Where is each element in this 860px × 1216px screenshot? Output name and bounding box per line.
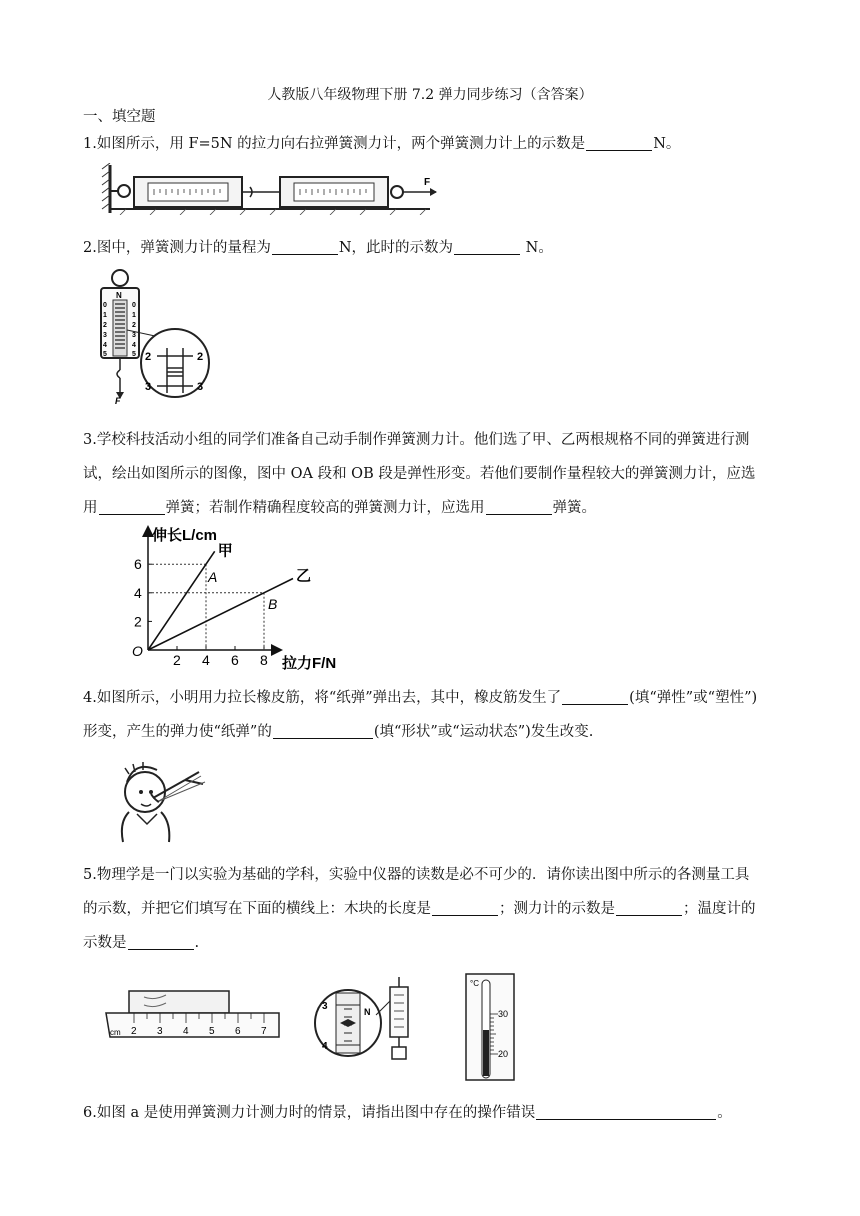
hanging-weight bbox=[392, 1047, 406, 1059]
q5-force-gauge-figure bbox=[310, 975, 430, 1065]
x-tick-label: 4 bbox=[202, 652, 210, 668]
q3-text-a: 用 bbox=[83, 500, 98, 516]
q2-unit: N bbox=[116, 291, 122, 300]
q5-text-e: . bbox=[194, 935, 200, 951]
x-axis-label: 拉力F/N bbox=[282, 655, 337, 672]
q5-line-2 bbox=[83, 892, 783, 926]
q4-text-b: (填“弹性”或“塑性”) bbox=[629, 690, 758, 706]
y-tick-label: 4 bbox=[134, 584, 142, 601]
q5-ruler-figure bbox=[104, 985, 284, 1055]
wood-block bbox=[129, 991, 229, 1013]
q4-text-a: 4.如图所示，小明用力拉长橡皮筋，将“纸弹”弹出去，其中，橡皮筋发生了 bbox=[83, 690, 562, 706]
q1-force-label: F bbox=[424, 177, 431, 188]
q2-zoom-label-bottom-right: 3 bbox=[197, 381, 204, 393]
q6-answer-blank[interactable] bbox=[536, 1103, 716, 1120]
q2-force-label: F bbox=[115, 396, 121, 406]
ruler-tick: 5 bbox=[209, 1026, 215, 1037]
page-title: 人教版八年级物理下册 7.2 弹力同步练习（含答案） bbox=[267, 87, 593, 103]
ruler-tick: 7 bbox=[261, 1026, 267, 1037]
q5-blank-temperature[interactable] bbox=[128, 933, 194, 950]
q2-scale-right: 2 bbox=[132, 322, 136, 329]
q1-answer-blank[interactable] bbox=[586, 134, 652, 151]
q2-scale-left: 5 bbox=[103, 351, 107, 358]
ruler-tick: 6 bbox=[235, 1026, 241, 1037]
q5-text-c: ；温度计的 bbox=[683, 901, 756, 917]
q5-blank-force[interactable] bbox=[616, 899, 682, 916]
q2-scale-right: 1 bbox=[132, 312, 136, 319]
thermo-tick-low: 20 bbox=[498, 1049, 509, 1059]
y-tick-label: 6 bbox=[134, 556, 142, 573]
x-tick-label: 8 bbox=[260, 652, 268, 668]
q2-scale-right: 5 bbox=[132, 351, 136, 358]
q2-zoom-label-top: 2 bbox=[145, 351, 152, 363]
ruler-tick: 3 bbox=[157, 1026, 163, 1037]
x-tick-label: 2 bbox=[173, 652, 181, 668]
thermo-unit: °C bbox=[470, 979, 479, 988]
q2-range-blank[interactable] bbox=[272, 238, 338, 255]
q2-text-b: N，此时的示数为 bbox=[338, 240, 454, 256]
question-1 bbox=[83, 127, 783, 161]
q5-blank-length[interactable] bbox=[432, 899, 498, 916]
q2-scale-left: 4 bbox=[103, 342, 107, 349]
q5-text-b: ；测力计的示数是 bbox=[499, 901, 615, 917]
question-2 bbox=[83, 231, 783, 265]
q4-slingshot-boy-figure bbox=[107, 752, 212, 847]
series-line-yi bbox=[148, 579, 293, 651]
q2-scale-left: 0 bbox=[103, 302, 107, 309]
q1-two-spring-scales-figure bbox=[100, 163, 445, 215]
q2-scale-right: 4 bbox=[132, 342, 136, 349]
origin-label: O bbox=[132, 643, 143, 659]
q2-text-c: N。 bbox=[521, 240, 553, 256]
q5-thermometer-figure bbox=[462, 970, 520, 1085]
series-line-jia bbox=[148, 551, 218, 650]
q2-text-a: 2.图中，弹簧测力计的量程为 bbox=[83, 240, 271, 256]
q2-scale-left: 1 bbox=[103, 312, 107, 319]
q2-scale-left: 2 bbox=[103, 322, 107, 329]
gauge-label-bottom: 4 bbox=[322, 1041, 328, 1052]
q5-line-1: 5.物理学是一门以实验为基础的学科，实验中仪器的读数是必不可少的．请你读出图中所示的各测量工具 bbox=[83, 867, 750, 883]
q5-line-3 bbox=[83, 926, 783, 960]
q4-text-d: (填“形状”或“运动状态”)发生改变. bbox=[373, 724, 594, 740]
q5-text-d: 示数是 bbox=[83, 935, 127, 951]
q4-line-1 bbox=[83, 681, 783, 715]
section-heading: 一、填空题 bbox=[83, 109, 156, 125]
mercury-column bbox=[483, 1030, 489, 1076]
series-name-label: 乙 bbox=[296, 567, 312, 585]
q4-blank-effect[interactable] bbox=[273, 722, 373, 739]
q3-line-1: 3.学校科技活动小组的同学们准备自己动手制作弹簧测力计。他们选了甲、乙两根规格不同的弹簧进行测 bbox=[83, 432, 750, 448]
q4-text-c: 形变，产生的弹力使“纸弹”的 bbox=[83, 724, 272, 740]
ruler-tick: 4 bbox=[183, 1026, 189, 1037]
q2-spring-scale-figure bbox=[95, 268, 215, 406]
y-tick-label: 2 bbox=[134, 613, 142, 630]
q2-reading-blank[interactable] bbox=[454, 238, 520, 255]
q2-zoom-label-top-right: 2 bbox=[197, 351, 204, 363]
q2-scale-left: 3 bbox=[103, 332, 107, 339]
q3-line-2: 试，绘出如图所示的图像，图中 OA 段和 OB 段是弹性形变。若他们要制作量程较大的弹簧测力计，应选 bbox=[83, 466, 756, 482]
ruler-tick: 2 bbox=[131, 1026, 137, 1037]
point-label-A: A bbox=[208, 569, 218, 586]
thermo-tick-high: 30 bbox=[498, 1009, 509, 1019]
q3-text-b: 弹簧；若制作精确程度较高的弹簧测力计，应选用 bbox=[165, 500, 485, 516]
q3-blank-large-range[interactable] bbox=[99, 498, 165, 515]
q4-line-2 bbox=[83, 715, 783, 749]
q2-scale-right: 0 bbox=[132, 302, 136, 309]
q3-blank-precision[interactable] bbox=[486, 498, 552, 515]
y-axis-label: 伸长L/cm bbox=[152, 527, 218, 544]
q3-extension-force-chart bbox=[120, 520, 370, 675]
question-6 bbox=[83, 1096, 783, 1130]
q6-text-end: 。 bbox=[717, 1105, 732, 1121]
q4-blank-deformation[interactable] bbox=[562, 688, 628, 705]
q5-text-a: 的示数，并把它们填写在下面的横线上：木块的长度是 bbox=[83, 901, 431, 917]
q6-text: 6.如图 a 是使用弹簧测力计测力时的情景，请指出图中存在的操作错误 bbox=[83, 1105, 536, 1121]
q1-text-end: N。 bbox=[653, 136, 681, 152]
q2-scale-right: 3 bbox=[132, 332, 136, 339]
point-label-B: B bbox=[268, 595, 278, 612]
x-tick-label: 6 bbox=[231, 652, 239, 668]
gauge-label-top: 3 bbox=[322, 1001, 328, 1012]
q3-text-c: 弹簧。 bbox=[552, 500, 596, 516]
q1-text: 1.如图所示，用 F=5N 的拉力向右拉弹簧测力计，两个弹簧测力计上的示数是 bbox=[83, 136, 586, 152]
ruler-unit: cm bbox=[110, 1028, 121, 1037]
series-name-label: 甲 bbox=[217, 542, 233, 560]
q2-zoom-label-bottom: 3 bbox=[145, 381, 152, 393]
gauge-unit: N bbox=[364, 1007, 371, 1017]
